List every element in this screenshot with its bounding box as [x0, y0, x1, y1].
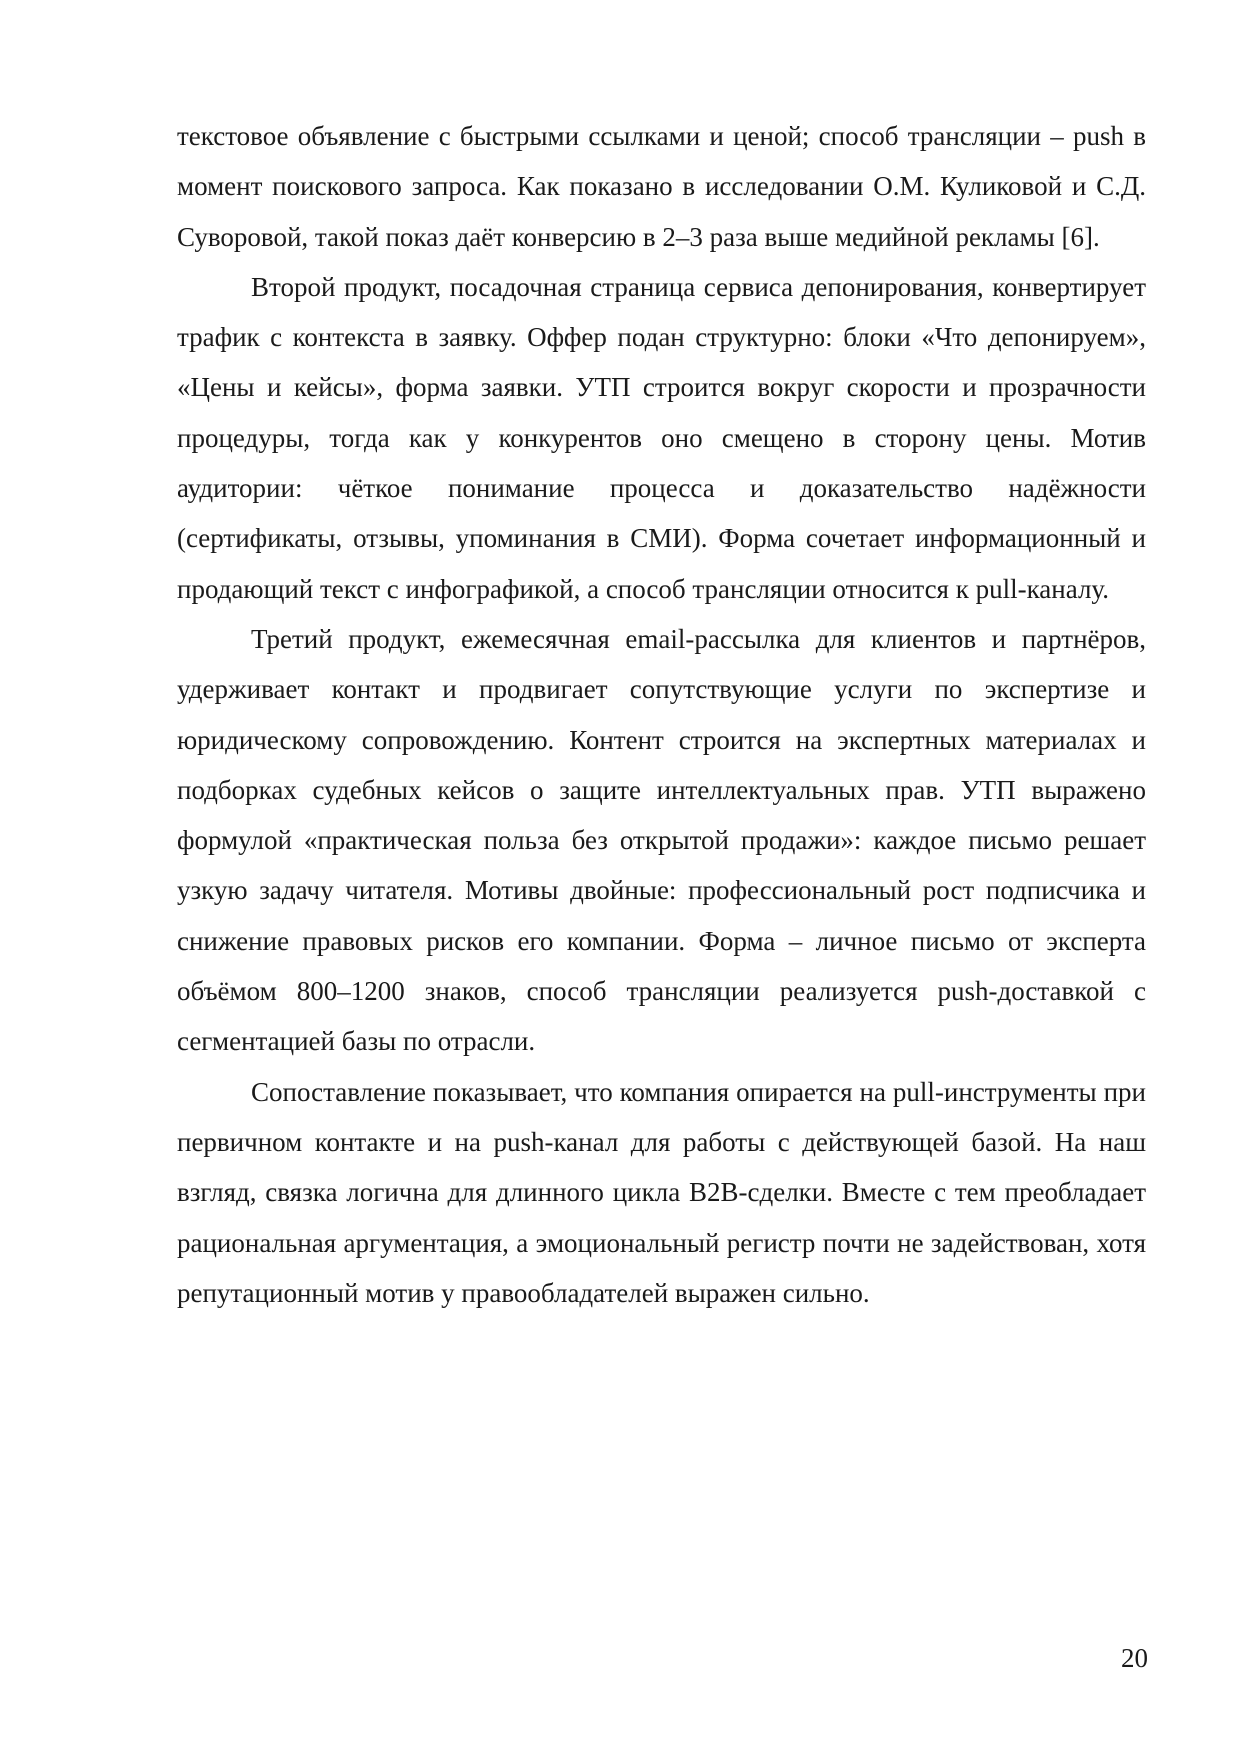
paragraph-landing-page: Второй продукт, посадочная страница сервиса депонирования, конвертирует трафик с контекста в заявку. Оффер подан структурно: блоки «Что депонируем», «Цены и кейсы», форма заявки. УТП строится вокруг скорости и прозрачности процедуры, тогда как у конкурентов оно смещено в сторону цены. Мотив аудитории: чёткое понимание процесса и доказательство надёжности (сертификаты, отзывы, упоминания в СМИ). Форма сочетает информационный и продающий текст с инфографикой, а способ трансляции относится к pull-каналу. — [177, 271, 1146, 604]
page-number: 20 — [1121, 1643, 1148, 1673]
paragraph-comparison: Сопоставление показывает, что компания опирается на pull-инструменты при первичном контакте и на push-канал для работы с действующей базой. На наш взгляд, связка логична для длинного цикла B2B-сделки. Вместе с тем преобладает рациональная аргументация, а эмоциональный регистр почти не задействован, хотя репутационный мотив у правообладателей выражен сильно. — [177, 1076, 1146, 1308]
paragraph-continuation: текстовое объявление с быстрыми ссылками и ценой; способ трансляции – push в момент поискового запроса. Как показано в исследовании О.М. Куликовой и С.Д. Суворовой, такой показ даёт конверсию в 2–3 раза выше медийной рекламы [6]. — [177, 121, 1146, 252]
document-body — [177, 111, 1146, 1318]
paragraph-email-newsletter: Третий продукт, ежемесячная email-рассылка для клиентов и партнёров, удерживает контакт и продвигает сопутствующие услуги по экспертизе и юридическому сопровождению. Контент строится на экспертных материалах и подборках судебных кейсов о защите интеллектуальных прав. УТП выражено формулой «практическая польза без открытой продажи»: каждое письмо решает узкую задачу читателя. Мотивы двойные: профессиональный рост подписчика и снижение правовых рисков его компании. Форма – личное письмо от эксперта объёмом 800–1200 знаков, способ трансляции реализуется push-доставкой с сегментацией базы по отрасли. — [177, 623, 1146, 1057]
